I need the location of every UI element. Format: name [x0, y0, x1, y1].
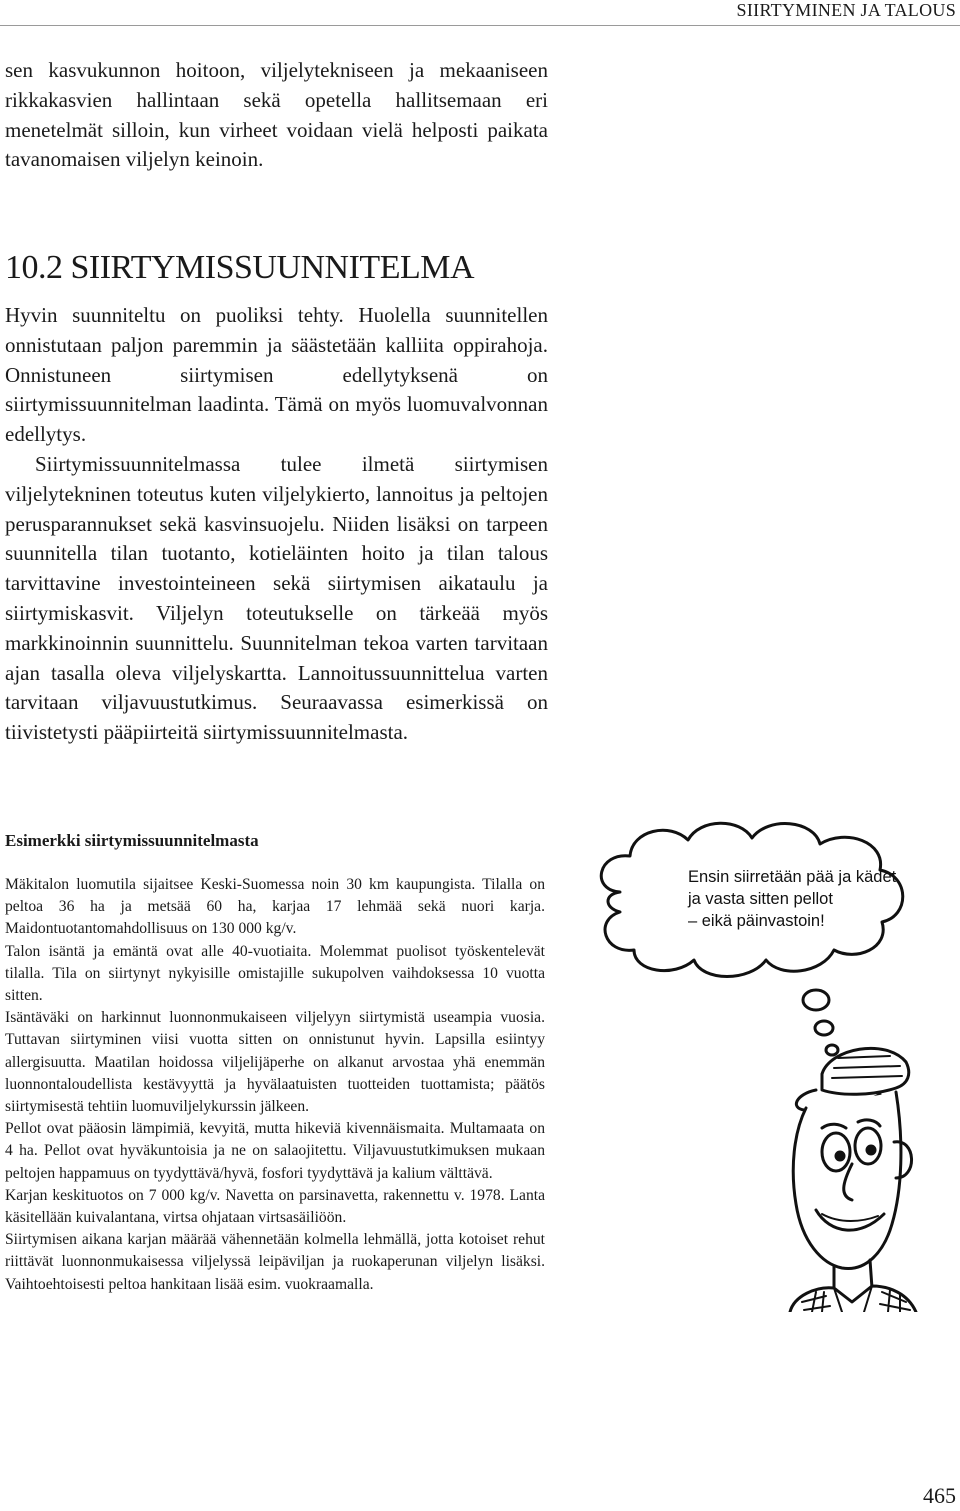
example-paragraph: Siirtymisen aikana karjan määrää vähennetään kolmella lehmällä, jotta kotoiset rehut riittävät luonnonmukaisessa viljelyssä leipäviljan ja ruokaperunan viljelyn lisäksi. Vaihtoehtoisesti peltoa hankitaan lisää esim. vuokraamalla.: [5, 1231, 545, 1293]
example-text: [5, 874, 545, 1296]
running-header: [0, 0, 960, 26]
intro-text: [5, 56, 548, 175]
section-paragraph: Siirtymissuunnitelmassa tulee ilmetä siirtymisen viljelytekninen toteutus kuten viljelykierto, lannoitus ja peltojen perusparannukset sekä kasvinsuojelu. Niiden lisäksi on tarpeen suunnitella tilan tuotanto, kotieläinten hoito ja tilan talous tarvittavine investointeineen sekä siirtymisen aikataulu ja siirtymiskasvit. Viljelyn toteutukselle on tärkeää myös markkinoinnin suunnittelu. Suunnitelman tekoa varten tarvitaan ajan tasalla oleva viljelyskartta. Lannoitussuunnittelua varten tarvitaan viljavuustutkimus. Seuraavassa esimerkissä on tiivistetysti pääpiirteitä siirtymissuunnitelmasta.: [5, 451, 548, 745]
example-paragraph: Karjan keskituotos on 7 000 kg/v. Navetta on parsinavetta, rakennettu v. 1978. Lanta käsitellään kuivalantana, virtsa ohjataan virtsasäiliöön.: [5, 1186, 545, 1227]
speech-line: – eikä päinvastoin!: [688, 912, 825, 930]
thought-trail-bubble: [803, 990, 829, 1010]
running-title: SIIRTYMINEN JA TALOUS: [736, 0, 956, 20]
intro-paragraph: sen kasvukunnon hoitoon, viljelytekniseen ja mekaaniseen rikkakasvien hallintaan sekä opetella hallitsemaan eri menetelmät silloin, kun virheet voidaan vielä helposti paikata tavanomaisen viljelyn keinoin.: [5, 58, 548, 172]
page-number: 465: [923, 1483, 956, 1508]
example-paragraph: Pellot ovat pääosin lämpimiä, kevyitä, mutta hikeviä kivennäismaita. Multamaata on 4 ha. Pellot ovat hyväkuntoisia ja ne on salaojitettu. Viljavuustutkimuksen mukaan peltojen happamuus on tyydyttävä/hyvä, fosfori tyydyttävä ja kalium välttävä.: [5, 1120, 545, 1182]
eye: [822, 1133, 850, 1171]
example-heading: Esimerkki siirtymissuunnitelmasta: [5, 831, 259, 850]
example-paragraph: Isäntäväki on harkinnut luonnonmukaiseen viljelyyn siirtymistä useampia vuosia. Tuttavan siirtyminen viisi vuotta sitten on onnistunut hyvin. Lapsilla esiintyy allergisuutta. Maatilan hoidossa viljelijäperhe on alkanut arvostaa yhä enemmän luonnontaloudellista kestävyyttä ja hyvälaatuisten tuotteiden tuottamista; päätös siirtymisestä tehtiin luomuviljelykurssin jälkeen.: [5, 1009, 545, 1116]
speech-line: ja vasta sitten pellot: [688, 890, 833, 908]
thought-trail-bubble: [815, 1021, 833, 1035]
speech-bubble-text: [688, 866, 908, 932]
speech-line: Ensin siirretään pää ja kädet: [688, 868, 897, 886]
thought-trail-bubble: [826, 1045, 838, 1055]
section-body: [5, 301, 548, 748]
section-title: 10.2 SIIRTYMISSUUNNITELMA: [5, 249, 475, 286]
section-paragraph: Hyvin suunniteltu on puoliksi tehty. Huolella suunnitellen onnistutaan paljon paremmin ja säästetään kalliita oppirahoja. Onnistuneen siirtymisen edellytyksenä on siirtymissuunnitelman laadinta. Tämä on myös luomuvalvonnan edellytys.: [5, 303, 548, 447]
example-paragraph: Talon isäntä ja emäntä ovat alle 40-vuotiaita. Molemmat puolisot työskentelevät tilalla. Tila on siirtynyt nykyisille omistajille sukupolven vaihdoksessa 10 vuotta sitten.: [5, 942, 545, 1005]
example-paragraph: Mäkitalon luomutila sijaitsee Keski-Suomessa noin 30 km kaupungista. Tilalla on peltoa 36 ha ja metsää 60 ha, karjaa 17 lehmää sekä nuori karja. Maidontuotantomahdollisuus on 130 000 kg/v.: [5, 876, 545, 938]
head: [793, 1092, 901, 1269]
